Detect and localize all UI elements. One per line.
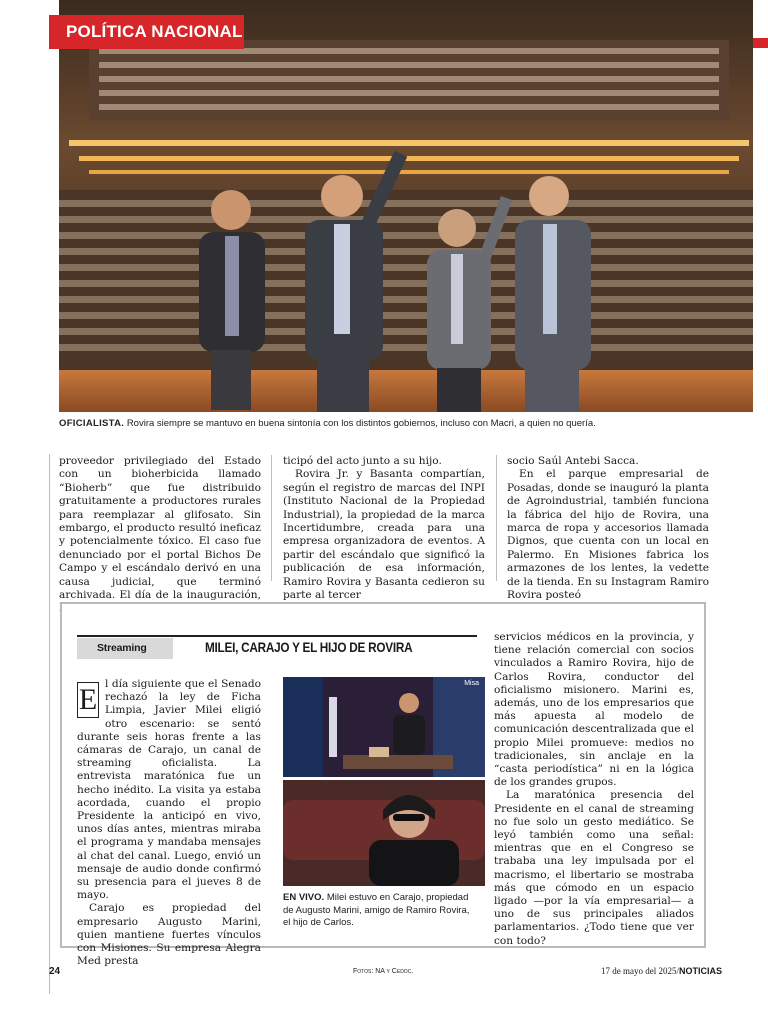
article-col-3 (507, 455, 709, 602)
milei-photo (283, 780, 485, 886)
article-col-2 (283, 455, 485, 602)
photo-credits: Fotos: NA y Cedoc. (353, 968, 414, 975)
paragraph (77, 678, 261, 902)
caption-text: Rovira siempre se mantuvo en buena sintonía con los distintos gobiernos, incluso con Macri, a quien no quería. (126, 418, 596, 429)
portrait-illustration (283, 780, 485, 886)
sidebar-headline: MILEI, CARAJO Y EL HIJO DE ROVIRA (205, 639, 413, 655)
caption-text: Milei estuvo en Carajo, propiedad de Augusto Marini, amigo de Ramiro Rovira, el hijo de Carlos. (283, 892, 470, 928)
top-photo (59, 0, 753, 412)
sidebar-photo-caption (283, 892, 473, 930)
paragraph: En el parque empresarial de Posadas, donde se inauguró la planta de Agroindustrial, también funciona la fábrica del hijo de Rovira, una marca de ropa y accesorios llamada Dignos, que cuenta con un local en Palermo. En Misiones fabrica los armazones de los lentes, la vedette de la tienda. En su Instagram Ramiro Rovira posteó (507, 468, 709, 602)
page-number: 24 (49, 966, 61, 977)
top-photo-caption (59, 418, 759, 429)
col-rule (496, 455, 497, 581)
article-col-1 (59, 455, 261, 616)
issue-date (601, 966, 722, 976)
sidebar-col-3 (494, 631, 694, 948)
auditorium-illustration (59, 0, 753, 412)
sidebar-box (60, 602, 706, 968)
sidebar-col-1 (77, 678, 261, 968)
paragraph: proveedor privilegiado del Estado con un bioherbicida llamado “Bioherb” que fue distribuido gratuitamente a productores rurales para reemplazar al glifosato. Sin embargo, el producto resultó ineficaz y potencialmente tóxico. El caso fue denunciado por el portal Bichos De Campo y el escándalo derivó en una causa judicial, que terminó archivada. El día de la inauguración, (59, 455, 261, 602)
studio-photo (283, 677, 485, 777)
caption-lead: EN VIVO. (283, 892, 325, 903)
streaming-tag: Streaming (77, 638, 173, 659)
dropcap: E (78, 683, 98, 716)
left-rule (49, 454, 50, 994)
paragraph: ticipó del acto junto a su hijo. (283, 455, 442, 467)
paragraph: socio Saúl Antebi Sacca. (507, 455, 639, 467)
paragraph: La maratónica presencia del Presidente en el canal de streaming no fue solo un gesto mediático. Se leyó también como una señal: mientras que en el Congreso se trababa una ley impulsada por el macrismo, el libertario se mostraba más que cómodo en un espacio ligado —por la vía empresarial— a uno de sus principales aliados parlamentarios. ¿Todo tiene que ver con todo? (494, 789, 694, 947)
col-rule (271, 455, 272, 581)
section-tag (49, 15, 244, 49)
section-label: POLÍTICA NACIONAL (66, 22, 243, 41)
paragraph: servicios médicos en la provincia, y tiene relación comercial con socios vinculados a Ramiro Rovira, hijo de Carlos Rovira, conductor del oficialismo misionero. Marini es, además, uno de los empresarios que más apuesta al modelo de comunicación descentralizada que el propio Milei promueve: medios no tradicionales, sin anclaje en la “casta periodística” ni en la lógica de los grandes grupos. (494, 631, 694, 789)
caption-lead: OFICIALISTA. (59, 418, 125, 429)
channel-label: Misa (464, 680, 479, 687)
date-text: 17 de mayo del 2025/ (601, 966, 679, 976)
sidebar-header (77, 635, 477, 659)
paragraph: Carajo es propiedad del empresario Augusto Marini, quien mantiene fuertes vínculos con Misiones. Su empresa Alegra Med presta (77, 902, 261, 968)
paragraph: Rovira Jr. y Basanta compartían, según el registro de marcas del INPI (Instituto Nacional de la Propiedad Industrial), la propiedad de la marca Incertidumbre, creada para una empresa organizadora de eventos. A partir del escándalo que significó la publicación de esa información, Ramiro Rovira y Basanta cedieron su parte al tercer (283, 468, 485, 602)
paragraph-text: l día siguiente que el Senado rechazó la ley de Ficha Limpia, Javier Milei eligió otro escenario: se sentó durante seis horas frente a las cámaras de Carajo, un canal de streaming oficialista. La entrevista maratónica fue un hecho inédito. La visita ya estaba acordada, cuando el propio Presidente la anticipó en vivo, unos días antes, mientras miraba el programa y mandaba mensajes al chat del canal. Luego, envió un mensaje de audio donde confirmó su presencia para el jueves 8 de mayo. (77, 678, 261, 902)
studio-illustration (283, 677, 485, 777)
magazine-name: NOTICIAS (679, 966, 723, 976)
